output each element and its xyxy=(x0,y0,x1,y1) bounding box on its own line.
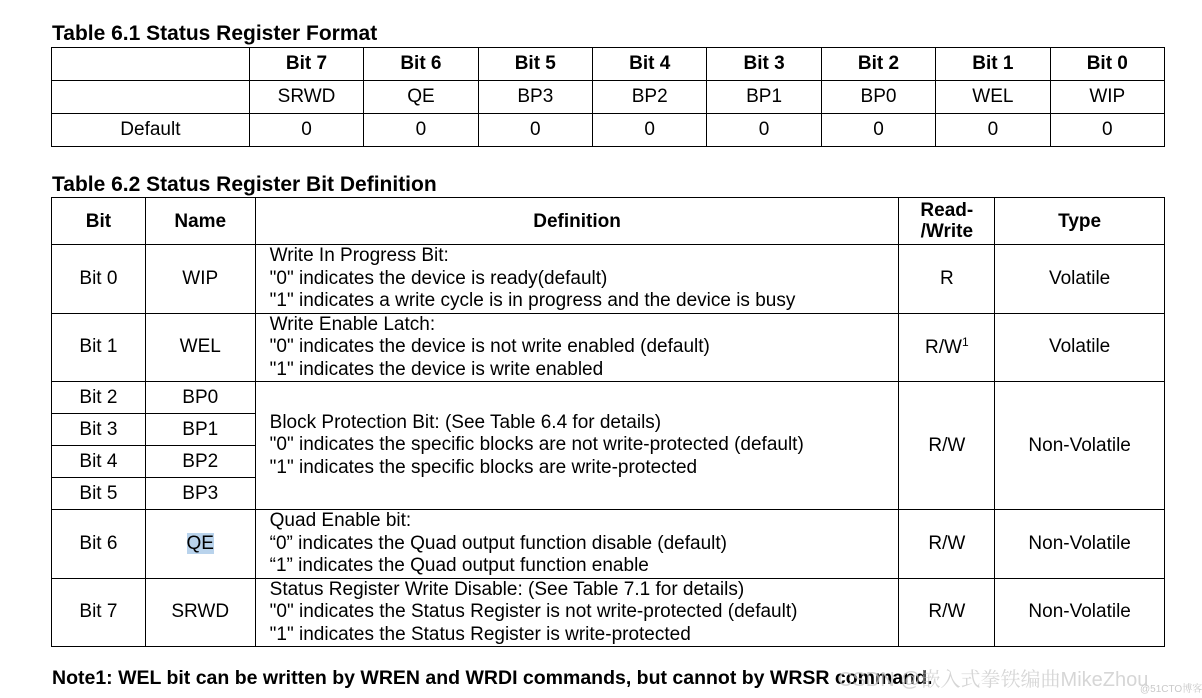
rw-value: R/W xyxy=(925,337,962,359)
table-row xyxy=(52,114,1165,147)
table-row xyxy=(52,510,1165,579)
rw-cell: R/W xyxy=(899,578,995,647)
default-value-cell: 0 xyxy=(936,114,1050,147)
column-header: Definition xyxy=(255,198,899,245)
table-header-row xyxy=(52,198,1165,245)
rw-cell: R/W xyxy=(899,510,995,579)
table-row xyxy=(52,382,1165,414)
watermark: CSDN @嵌入式拳铁编曲MikeZhou xyxy=(838,669,1149,691)
bit-name-cell: WIP xyxy=(1050,81,1164,114)
column-header: Bit 2 xyxy=(821,48,935,81)
column-header: Bit xyxy=(52,198,146,245)
bit-cell: Bit 2 xyxy=(52,382,146,414)
bit-cell: Bit 5 xyxy=(52,478,146,510)
type-cell: Non-Volatile xyxy=(995,578,1165,647)
status-register-bit-definition-table xyxy=(51,197,1165,647)
type-cell: Volatile xyxy=(995,245,1165,314)
footnote-marker: 1 xyxy=(961,335,969,350)
definition-line: "0" indicates the Status Register is not write-protected (default) xyxy=(269,601,798,622)
column-header: Bit 5 xyxy=(478,48,592,81)
name-cell: BP3 xyxy=(145,478,255,510)
type-cell: Volatile xyxy=(995,313,1165,382)
rw-cell: R/W xyxy=(899,382,995,510)
bit-name-cell: BP2 xyxy=(593,81,707,114)
bit-name-cell: QE xyxy=(364,81,478,114)
definition-line: Block Protection Bit: (See Table 6.4 for details) xyxy=(269,411,662,433)
table-row xyxy=(52,48,1165,81)
definition-line: Status Register Write Disable: (See Table 7.1 for details) xyxy=(269,578,745,600)
column-header: Bit 0 xyxy=(1050,48,1164,81)
column-header: Bit 7 xyxy=(249,48,363,81)
name-cell: WEL xyxy=(145,313,255,382)
rw-header-line2: /Write xyxy=(920,221,974,242)
default-value-cell: 0 xyxy=(707,114,821,147)
bit-cell: Bit 7 xyxy=(52,578,146,647)
bit-name-cell: BP0 xyxy=(821,81,935,114)
default-value-cell: 0 xyxy=(821,114,935,147)
default-value-cell: 0 xyxy=(593,114,707,147)
default-value-cell: 0 xyxy=(249,114,363,147)
definition-line: Write In Progress Bit: xyxy=(269,245,449,266)
bit-name-cell: SRWD xyxy=(249,81,363,114)
table-row xyxy=(52,81,1165,114)
table2-caption: Table 6.2 Status Register Bit Definition xyxy=(52,173,437,196)
table-cell xyxy=(52,81,250,114)
definition-cell xyxy=(255,382,899,510)
definition-line: “1” indicates the Quad output function enable xyxy=(269,555,649,576)
definition-line: "1" indicates the device is write enabled xyxy=(269,358,604,380)
default-value-cell: 0 xyxy=(1050,114,1164,147)
definition-line: "0" indicates the specific blocks are not write-protected (default) xyxy=(269,434,804,456)
name-cell: BP2 xyxy=(145,446,255,478)
table-cell xyxy=(52,48,250,81)
bit-name-cell: BP3 xyxy=(478,81,592,114)
definition-line: "0" indicates the device is not write enabled (default) xyxy=(269,336,710,357)
column-header xyxy=(899,198,995,245)
table-row xyxy=(52,578,1165,647)
definition-line: “0” indicates the Quad output function disable (default) xyxy=(269,532,727,554)
table-row xyxy=(52,245,1165,314)
bit-cell: Bit 6 xyxy=(52,510,146,579)
default-value-cell: 0 xyxy=(364,114,478,147)
column-header: Type xyxy=(995,198,1165,245)
status-register-format-table xyxy=(51,47,1165,147)
name-cell: BP0 xyxy=(145,382,255,414)
type-cell: Non-Volatile xyxy=(995,382,1165,510)
name-cell: WIP xyxy=(145,245,255,314)
definition-line: "1" indicates a write cycle is in progress and the device is busy xyxy=(269,290,796,311)
footnote: Note1: WEL bit can be written by WREN and WRDI commands, but cannot by WRSR command. xyxy=(52,667,933,689)
definition-line: Write Enable Latch: xyxy=(269,313,436,335)
definition-cell xyxy=(255,245,899,314)
table-row xyxy=(52,313,1165,382)
bit-cell: Bit 4 xyxy=(52,446,146,478)
column-header: Name xyxy=(145,198,255,245)
bit-cell: Bit 1 xyxy=(52,313,146,382)
rw-header-line1: Read- xyxy=(920,200,974,221)
bit-cell: Bit 0 xyxy=(52,245,146,314)
definition-line: "1" indicates the Status Register is write-protected xyxy=(269,623,691,645)
bit-name-cell: WEL xyxy=(936,81,1050,114)
definition-cell xyxy=(255,313,899,382)
rw-cell: R xyxy=(899,245,995,314)
default-label: Default xyxy=(52,114,250,147)
definition-cell xyxy=(255,510,899,579)
column-header: Bit 1 xyxy=(936,48,1050,81)
selected-text[interactable]: QE xyxy=(186,532,214,554)
name-cell xyxy=(145,510,255,579)
column-header: Bit 4 xyxy=(593,48,707,81)
watermark-small: @51CTO博客 xyxy=(1140,684,1202,695)
definition-line: "0" indicates the device is ready(default) xyxy=(269,267,608,289)
name-cell: SRWD xyxy=(145,578,255,647)
definition-cell xyxy=(255,578,899,647)
default-value-cell: 0 xyxy=(478,114,592,147)
bit-cell: Bit 3 xyxy=(52,414,146,446)
table1-caption: Table 6.1 Status Register Format xyxy=(52,22,378,45)
definition-line: "1" indicates the specific blocks are write-protected xyxy=(269,456,698,478)
rw-cell xyxy=(899,313,995,382)
bit-name-cell: BP1 xyxy=(707,81,821,114)
definition-line: Quad Enable bit: xyxy=(269,510,412,531)
name-cell: BP1 xyxy=(145,414,255,446)
type-cell: Non-Volatile xyxy=(995,510,1165,579)
column-header: Bit 3 xyxy=(707,48,821,81)
column-header: Bit 6 xyxy=(364,48,478,81)
